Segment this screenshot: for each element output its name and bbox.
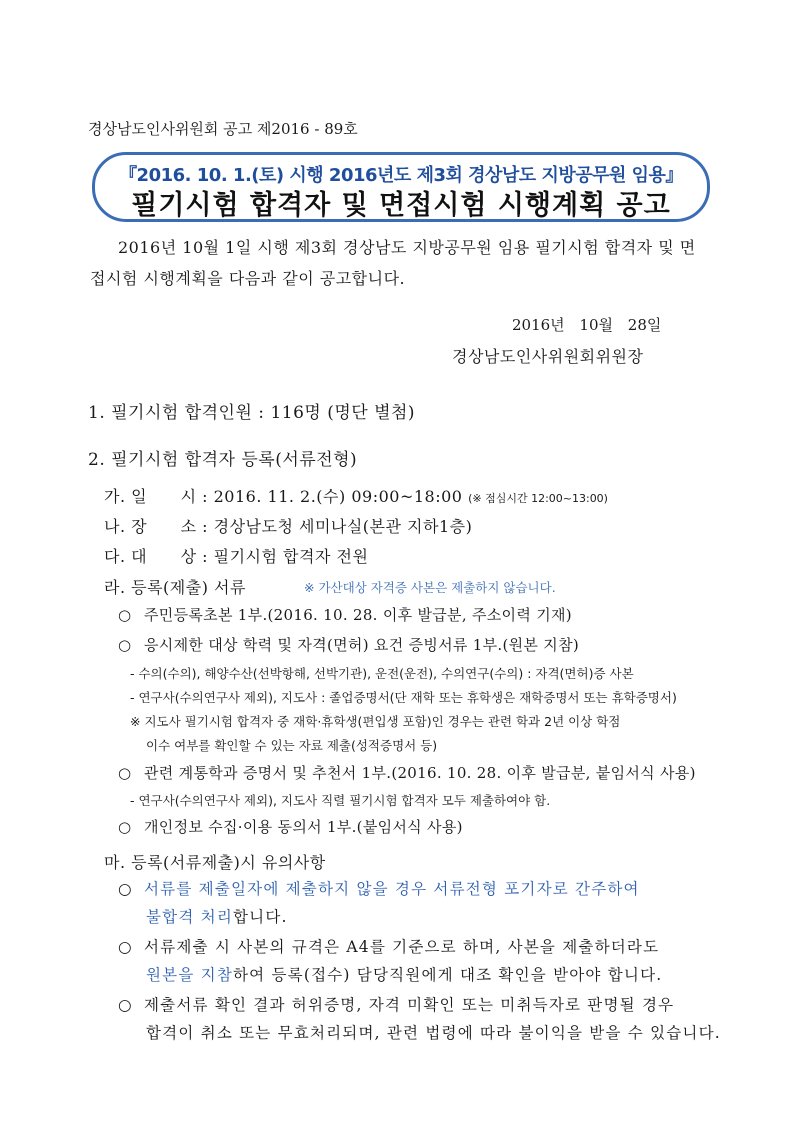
doc-detail: ※ 지도사 필기시험 합격자 중 재학·휴학생(편입생 포함)인 경우는 관련 학과 2년 이상 학점 (130, 714, 621, 729)
item-date-time (104, 484, 608, 507)
section-1-heading: 1. 필기시험 합격인원 : 116명 (명단 별첨) (88, 403, 416, 423)
doc-item-text: 관련 계통학과 증명서 및 추천서 1부.(2016. 10. 28. 이후 발급분, 붙임서식 사용) (144, 764, 696, 782)
bullet-icon: ○ (118, 606, 132, 624)
bullet-icon: ○ (118, 996, 133, 1014)
caution-text: 제출서류 확인 결과 허위증명, 자격 미확인 또는 미취득자로 판명될 경우 (144, 996, 675, 1014)
bullet-icon: ○ (118, 764, 132, 782)
lunch-note: (※ 점심시간 12:00~13:00) (468, 492, 608, 505)
bullet-icon: ○ (118, 938, 133, 956)
caution-text: 합니다. (233, 908, 288, 926)
announcement-date: 2016년 10월 28일 (512, 316, 662, 334)
doc-detail: - 연구사(수의연구사 제외), 지도사 : 졸업증명서(단 재학 또는 휴학생은 재학증명서 또는 휴학증명서) (130, 690, 677, 705)
caution-text-highlight: 원본을 지참 (146, 966, 233, 984)
doc-item (118, 816, 463, 837)
doc-item-text: 주민등록초본 1부.(2016. 10. 28. 이후 발급분, 주소이력 기재) (144, 606, 572, 624)
title-banner (92, 152, 710, 222)
bullet-icon: ○ (118, 880, 133, 898)
caution-item-continued (146, 905, 288, 927)
doc-detail: - 수의(수의), 해양수산(선박항해, 선박기관), 운전(운전), 수의연구(수의) : 자격(면허)증 사본 (130, 666, 634, 681)
banner-title: 필기시험 합격자 및 면접시험 시행계획 공고 (131, 190, 671, 221)
bullet-icon: ○ (118, 636, 132, 654)
section-2-heading: 2. 필기시험 합격자 등록(서류전형) (88, 450, 358, 470)
item-documents-heading: 라. 등록(제출) 서류 (104, 578, 246, 597)
doc-item-text: 응시제한 대상 학력 및 자격(면허) 요건 증빙서류 1부.(원본 지참) (144, 636, 580, 654)
caution-text: 하여 등록(접수) 담당직원에게 대조 확인을 받아야 합니다. (233, 966, 663, 984)
documents-note: ※ 가산대상 자격증 사본은 제출하지 않습니다. (304, 580, 556, 595)
banner-subtitle: 『2016. 10. 1.(토) 시행 2016년도 제3회 경상남도 지방공무원 임용』 (119, 165, 683, 186)
item-date-time-label: 가. 일 시 : 2016. 11. 2.(수) 09:00~18:00 (104, 487, 463, 506)
bullet-icon: ○ (118, 818, 132, 836)
notice-number: 경상남도인사위원회 공고 제2016 - 89호 (88, 120, 358, 138)
doc-item (118, 634, 579, 655)
caution-text-highlight: 불합격 처리 (146, 908, 233, 926)
item-location: 나. 장 소 : 경상남도청 세미나실(본관 지하1층) (104, 517, 473, 536)
caution-item (118, 993, 674, 1015)
doc-item (118, 604, 572, 625)
caution-text: 서류제출 시 사본의 규격은 A4를 기준으로 하며, 사본을 제출하더라도 (144, 938, 660, 956)
doc-item (118, 762, 696, 783)
intro-paragraph: 2016년 10월 1일 시행 제3회 경상남도 지방공무원 임용 필기시험 합격자 및 면접시험 시행계획을 다음과 같이 공고합니다. (90, 238, 696, 288)
doc-item-text: 개인정보 수집·이용 동의서 1부.(붙임서식 사용) (144, 818, 463, 836)
caution-item-continued: 합격이 취소 또는 무효처리되며, 관련 법령에 따라 불이익을 받을 수 있습니다. (146, 1024, 721, 1042)
item-cautions-heading: 마. 등록(서류제출)시 유의사항 (104, 853, 326, 872)
issuer-name: 경상남도인사위원회위원장 (452, 347, 644, 366)
doc-detail: - 연구사(수의연구사 제외), 지도사 직렬 필기시험 합격자 모두 제출하여야 함. (130, 793, 551, 808)
caution-text-highlight: 서류를 제출일자에 제출하지 않을 경우 서류전형 포기자로 간주하여 (144, 880, 640, 898)
caution-item-continued (146, 963, 662, 985)
item-target: 다. 대 상 : 필기시험 합격자 전원 (104, 547, 369, 566)
caution-item (118, 877, 640, 899)
doc-detail: 이수 여부를 확인할 수 있는 자료 제출(성적증명서 등) (146, 738, 438, 753)
caution-item (118, 935, 659, 957)
